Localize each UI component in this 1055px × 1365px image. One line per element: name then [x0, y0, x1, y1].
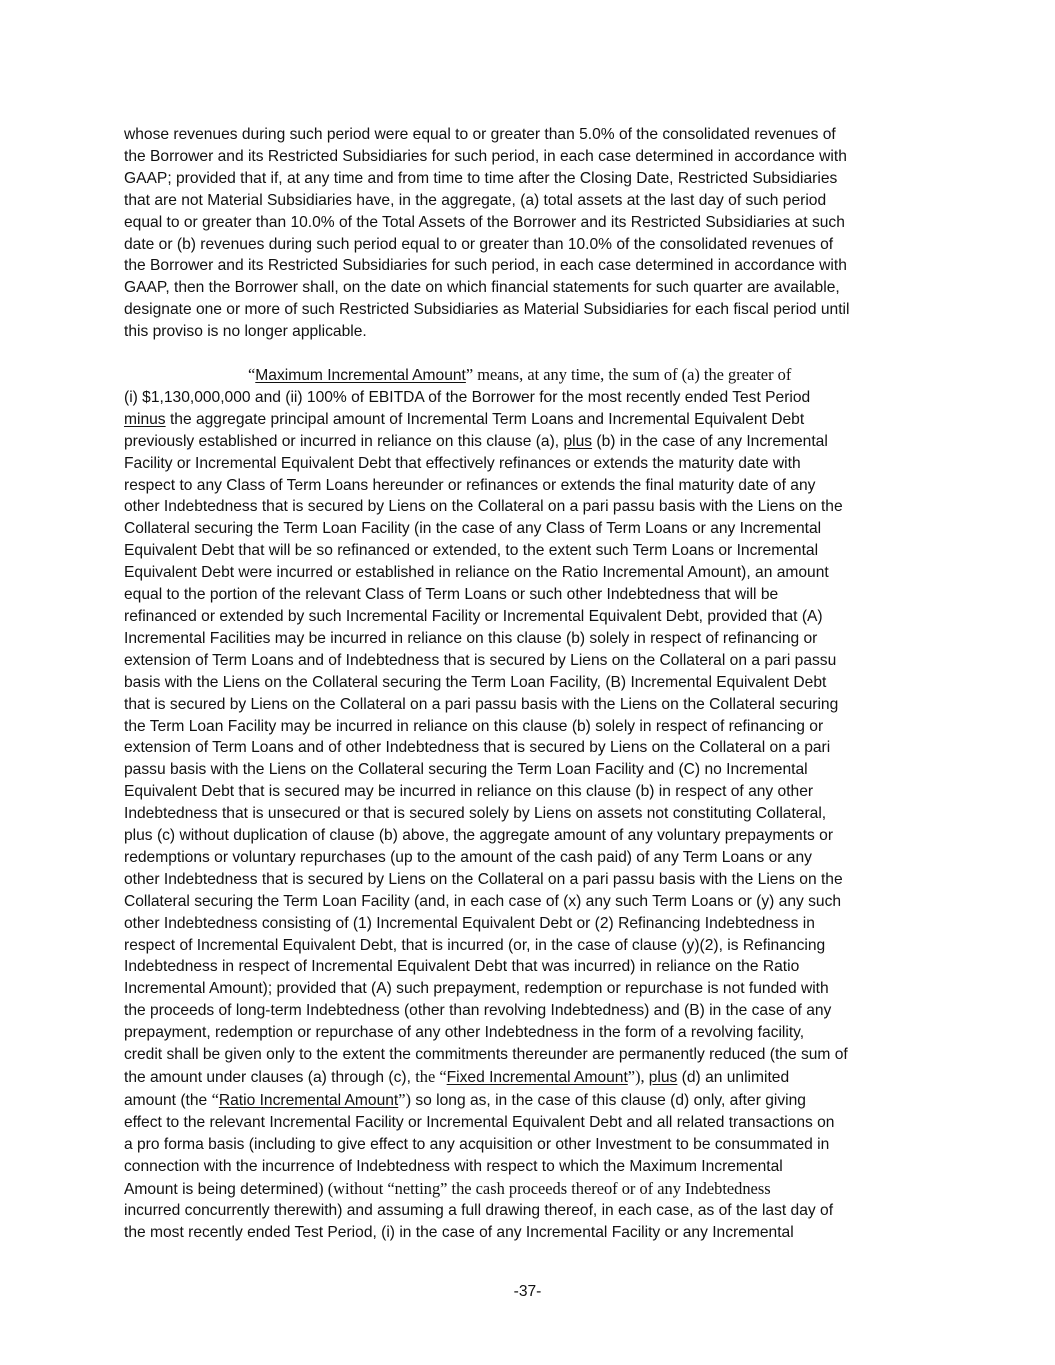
- text-line: basis with the Liens on the Collateral securing the Term Loan Facility, (B) Incremental Equivalent Debt: [124, 673, 827, 691]
- text-line: other Indebtedness consisting of (1) Incremental Equivalent Debt or (2) Refinancing Indebtedness in: [124, 914, 815, 932]
- text-line: refinanced or extended by such Incremental Facility or Incremental Equivalent Debt, provided that (A): [124, 607, 823, 625]
- text-line: Indebtedness that is unsecured or that is secured solely by Liens on assets not constituting Collateral,: [124, 805, 827, 823]
- defined-term-fixed-incremental-amount: Fixed Incremental Amount: [446, 1069, 628, 1086]
- text-line: Incremental Amount); provided that (A) such prepayment, redemption or repurchase is not funded with: [124, 980, 829, 998]
- text-line: Equivalent Debt that is secured may be incurred in reliance on this clause (b) in respect of any other: [124, 783, 814, 801]
- paragraph-maximum-incremental-amount: [124, 364, 924, 1244]
- text-line: other Indebtedness that is secured by Liens on the Collateral on a pari passu basis with the Liens on the: [124, 870, 843, 888]
- text-line: redemptions or voluntary repurchases (up to the amount of the cash paid) of any Term Loans or any: [124, 848, 812, 866]
- text-line: prepayment, redemption or repurchase of any other Indebtedness in the form of a revolving facility,: [124, 1024, 805, 1042]
- text-fragment: the “: [415, 1067, 447, 1086]
- text-line: [124, 1178, 924, 1201]
- text-fragment: the aggregate principal amount of Incremental Term Loans and Incremental Equivalent Debt: [165, 410, 805, 428]
- text-line: the most recently ended Test Period, (i) in the case of any Incremental Facility or any Incremental: [124, 1224, 794, 1242]
- text-line: Facility or Incremental Equivalent Debt that effectively refinances or extends the maturity date with: [124, 454, 801, 472]
- plus-term: plus: [563, 432, 593, 450]
- plus-term: plus: [648, 1069, 678, 1086]
- text-line: the proceeds of long-term Indebtedness (other than revolving Indebtedness) and (B) in the case of any: [124, 1002, 832, 1020]
- text-line: the Borrower and its Restricted Subsidiaries for such period, in each case determined in accordance with: [124, 147, 847, 165]
- text-line: connection with the incurrence of Indebtedness with respect to which the Maximum Incremental: [124, 1157, 783, 1175]
- text-line: [124, 1066, 924, 1089]
- minus-term: minus: [124, 410, 166, 428]
- text-line: credit shall be given only to the extent the commitments thereunder are permanently reduced (the sum of: [124, 1046, 848, 1064]
- text-line: incurred concurrently therewith) and assuming a full drawing thereof, in each case, as of the last day of: [124, 1202, 834, 1220]
- defined-term-ratio-incremental-amount: Ratio Incremental Amount: [218, 1091, 399, 1109]
- text-line: Collateral securing the Term Loan Facility (and, in each case of (x) any such Term Loans or (y) any such: [124, 892, 842, 910]
- text-line: extension of Term Loans and of Indebtedness that is secured by Liens on the Collateral on a pari passu: [124, 651, 837, 669]
- text-line: GAAP; provided that if, at any time and from time to time after the Closing Date, Restricted Subsidiaries: [124, 169, 838, 187]
- defined-term-maximum-incremental-amount: Maximum Incremental Amount: [255, 367, 466, 384]
- page-number: -37-: [513, 1283, 542, 1300]
- text-line: this proviso is no longer applicable.: [124, 323, 367, 341]
- definition-intro: ” means, at any time, the sum of (a) the greater of: [465, 365, 792, 384]
- text-line: passu basis with the Liens on the Collateral securing the Term Loan Facility and (C) no Incremental: [124, 761, 808, 779]
- text-line: Collateral securing the Term Loan Facility (in the case of any Class of Term Loans or any Incremental: [124, 520, 822, 538]
- text-line: Equivalent Debt that will be so refinanced or extended, to the extent such Term Loans or Incremental: [124, 542, 819, 560]
- text-line: the Borrower and its Restricted Subsidiaries for such period, in each case determined in accordance with: [124, 257, 847, 275]
- text-line: that is secured by Liens on the Collateral on a pari passu basis with the Liens on the Collateral securing: [124, 695, 839, 713]
- text-line: [124, 431, 924, 453]
- text-line: that are not Material Subsidiaries have, in the aggregate, (a) total assets at the last day of such period: [124, 191, 827, 209]
- text-line: GAAP, then the Borrower shall, on the date on which financial statements for such quarter are available,: [124, 279, 840, 297]
- text-fragment: ”),: [627, 1067, 649, 1086]
- text-line: designate one or more of such Restricted Subsidiaries as Material Subsidiaries for each fiscal period until: [124, 301, 850, 319]
- text-line: [124, 409, 924, 431]
- text-line: respect to any Class of Term Loans hereunder or refinances or extends the final maturity date of any: [124, 476, 816, 494]
- text-fragment: Amount is being determined: [124, 1180, 319, 1198]
- text-fragment: previously established or incurred in reliance on this clause (a),: [124, 432, 564, 450]
- paragraph-material-subsidiary-proviso: [124, 124, 924, 343]
- text-fragment: the amount under clauses (a) through (c),: [124, 1069, 416, 1086]
- text-fragment: amount (the: [124, 1091, 212, 1109]
- open-quote: “: [248, 365, 256, 384]
- text-line: respect of Incremental Equivalent Debt, that is incurred (or, in the case of clause (y)(2), is Refinancing: [124, 936, 826, 954]
- text-line: other Indebtedness that is secured by Liens on the Collateral on a pari passu basis with the Liens on the: [124, 498, 843, 516]
- text-line: a pro forma basis (including to give effect to any acquisition or other Investment to be consummated in: [124, 1135, 830, 1153]
- text-fragment: (b) in the case of any Incremental: [592, 432, 828, 450]
- definition-heading-line: [124, 364, 924, 387]
- text-line: effect to the relevant Incremental Facility or Incremental Equivalent Debt and all related transactions on: [124, 1113, 835, 1131]
- text-line: the Term Loan Facility may be incurred in reliance on this clause (b) solely in respect of refinancing or: [124, 717, 824, 735]
- text-fragment: (d) an unlimited: [677, 1069, 790, 1086]
- text-line: equal to or greater than 10.0% of the Total Assets of the Borrower and its Restricted Subsidiaries at such: [124, 213, 845, 231]
- text-fragment: so long as, in the case of this clause (d) only, after giving: [411, 1091, 806, 1109]
- text-line: date or (b) revenues during such period equal to or greater than 10.0% of the consolidated revenues of: [124, 235, 834, 253]
- text-line: Indebtedness in respect of Incremental Equivalent Debt that was incurred) in reliance on the Ratio: [124, 958, 800, 976]
- text-line: equal to the portion of the relevant Class of Term Loans or such other Indebtedness that will be: [124, 586, 779, 604]
- text-line: Incremental Facilities may be incurred in reliance on this clause (b) solely in respect of refinancing or: [124, 629, 818, 647]
- text-line: extension of Term Loans and of other Indebtedness that is secured by Liens on the Collateral on a pari: [124, 739, 831, 757]
- text-line: [124, 1089, 924, 1112]
- text-fragment: ”): [398, 1089, 411, 1109]
- open-quote: “: [211, 1089, 219, 1109]
- text-line: (i) $1,130,000,000 and (ii) 100% of EBITDA of the Borrower for the most recently ended Test Period: [124, 388, 811, 406]
- text-fragment: ) (without “netting” the cash proceeds thereof or of any Indebtedness: [318, 1178, 771, 1198]
- text-line: Equivalent Debt were incurred or established in reliance on the Ratio Incremental Amount), an amount: [124, 564, 829, 582]
- text-line: plus (c) without duplication of clause (b) above, the aggregate amount of any voluntary prepayments or: [124, 827, 834, 845]
- text-line: whose revenues during such period were equal to or greater than 5.0% of the consolidated revenues of: [124, 126, 836, 143]
